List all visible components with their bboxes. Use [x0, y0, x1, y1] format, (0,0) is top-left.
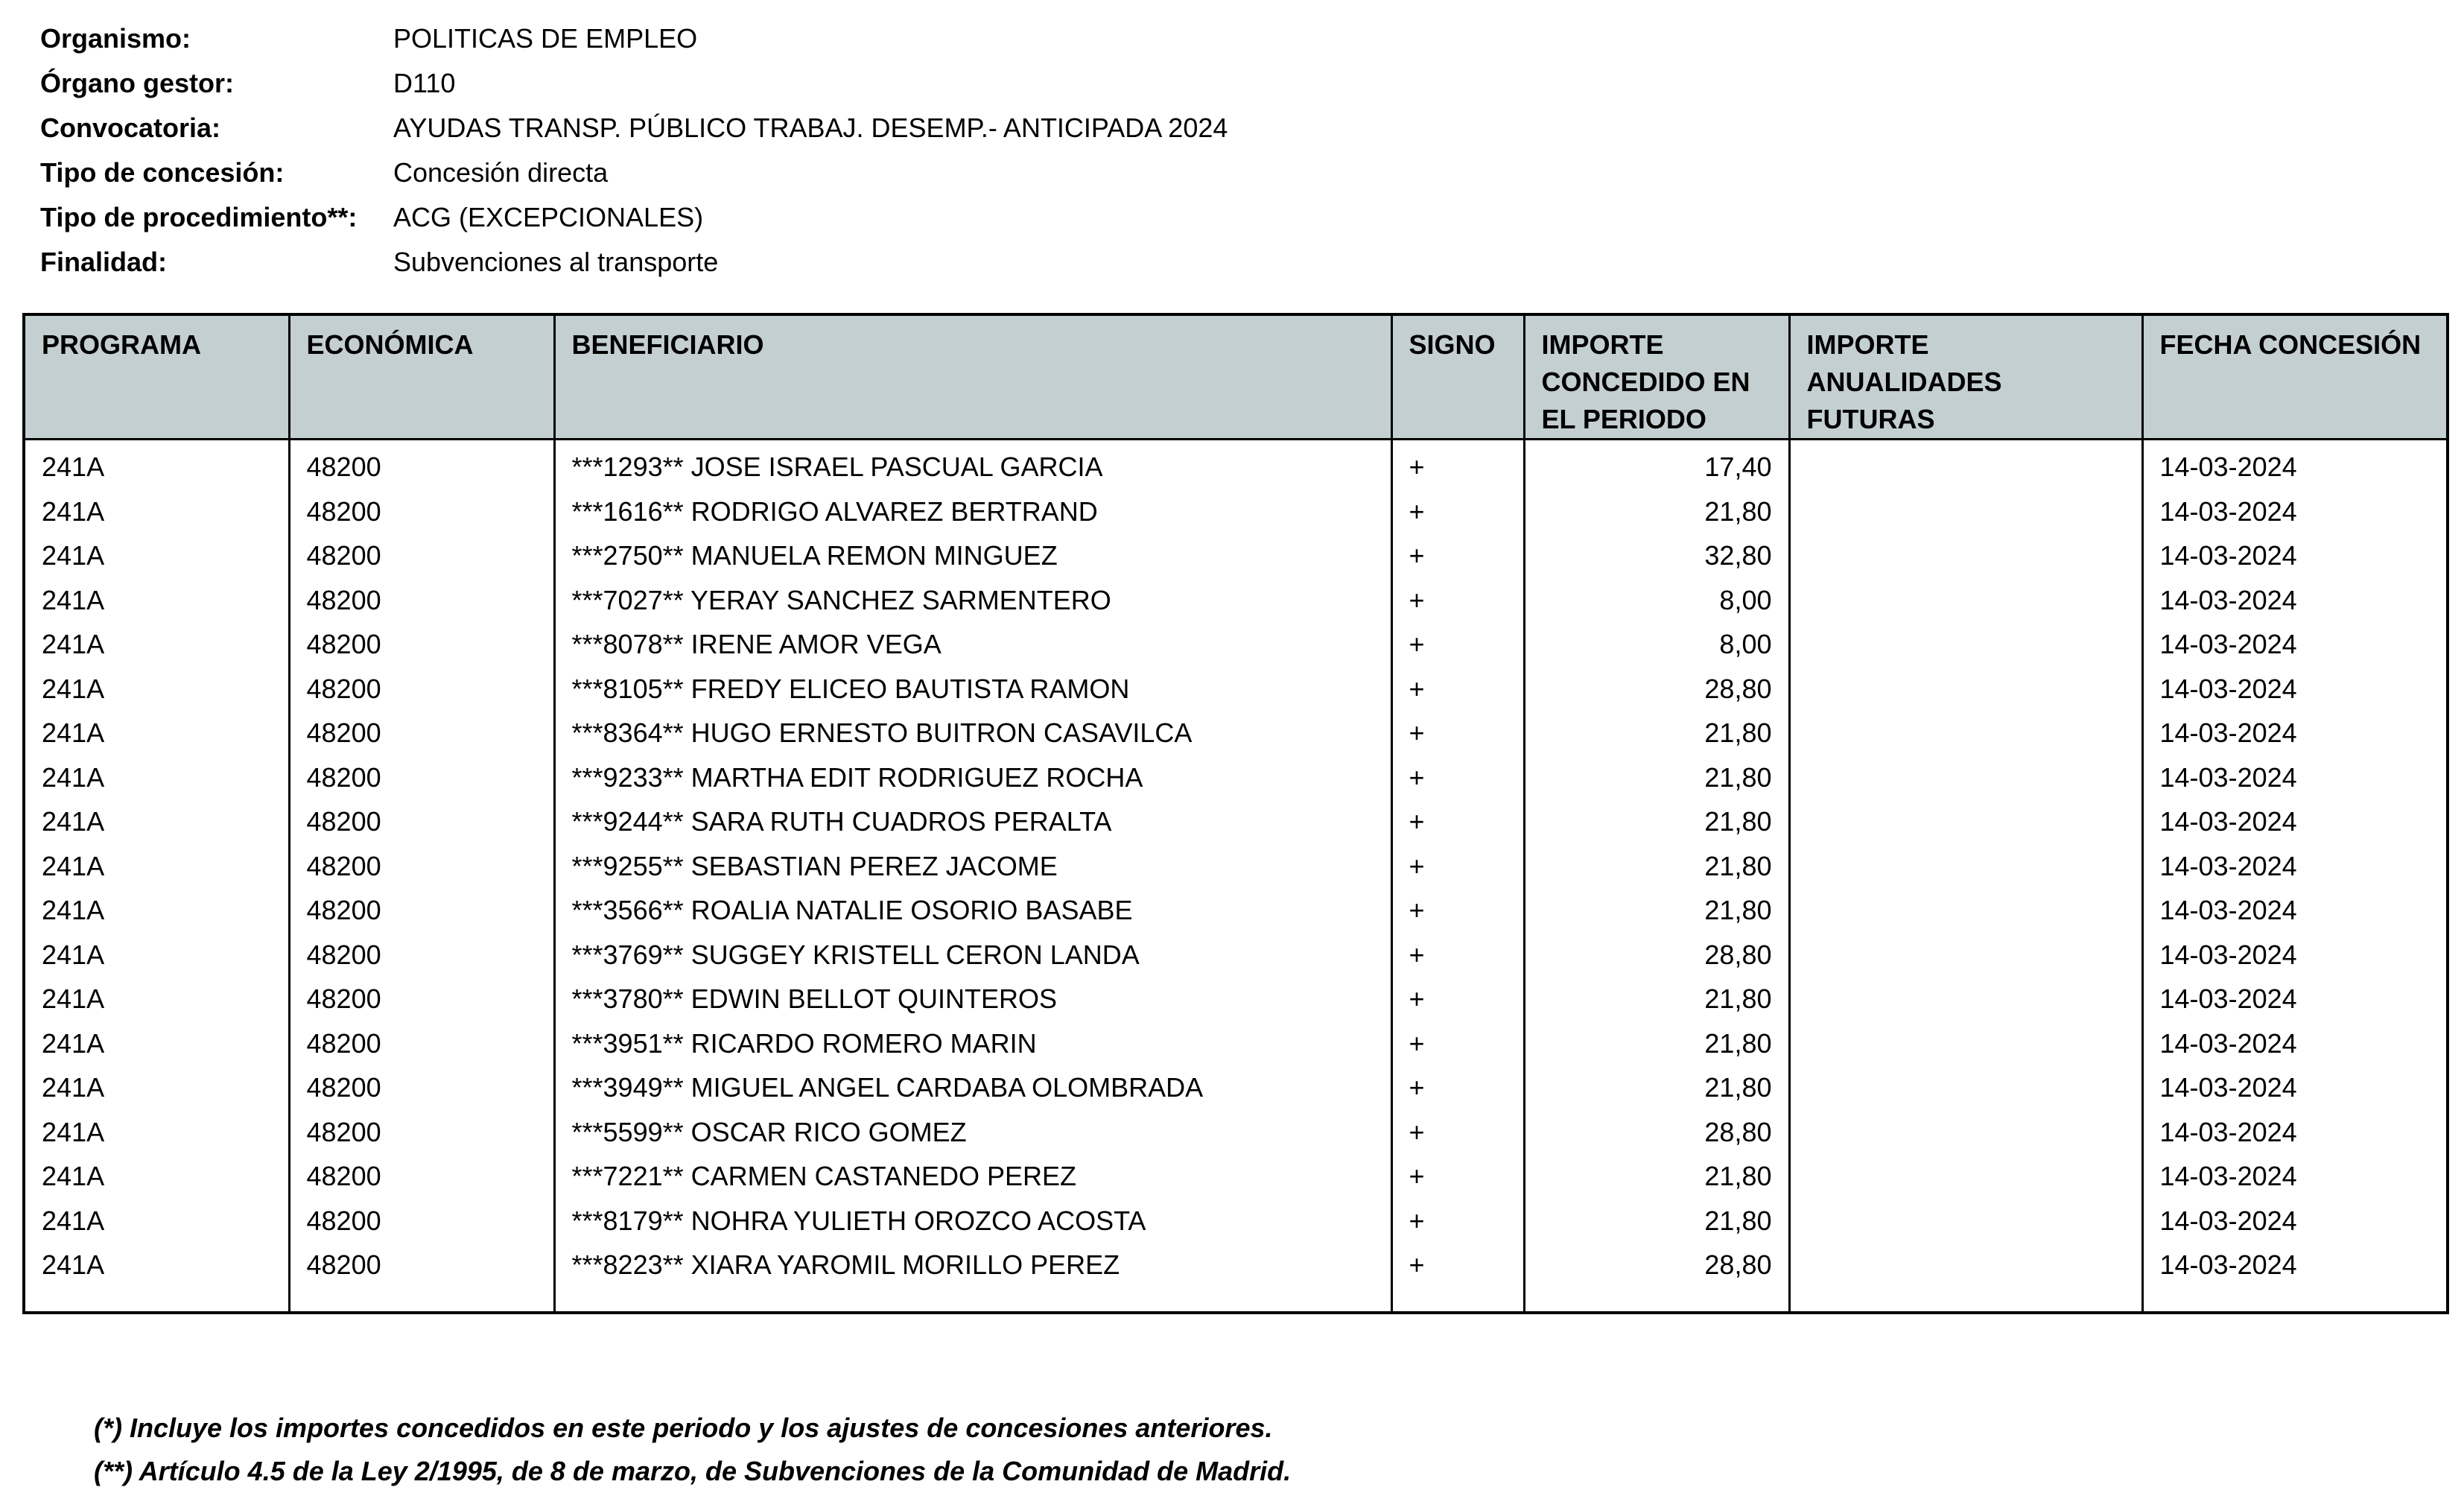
cell-economica: 48200	[289, 844, 554, 889]
cell-beneficiario: ***8223** XIARA YAROMIL MORILLO PEREZ	[554, 1243, 1391, 1287]
cell-importe: 28,80	[1524, 1110, 1789, 1155]
cell-economica: 48200	[289, 1199, 554, 1243]
cell-importe: 17,40	[1524, 440, 1789, 489]
footnote: (*) Incluye los importes concedidos en este periodo y los ajustes de concesiones anteriores.	[94, 1413, 1273, 1443]
meta-convocatoria	[40, 106, 1228, 150]
cell-economica: 48200	[289, 1154, 554, 1199]
cell-beneficiario: ***9255** SEBASTIAN PEREZ JACOME	[554, 844, 1391, 889]
cell-beneficiario: ***8078** IRENE AMOR VEGA	[554, 622, 1391, 667]
table-row	[24, 1243, 2448, 1287]
cell-programa: 241A	[24, 622, 289, 667]
cell-anualidades	[1789, 667, 2142, 711]
cell-signo: +	[1391, 1110, 1524, 1155]
cell-importe: 28,80	[1524, 933, 1789, 977]
cell-anualidades	[1789, 1065, 2142, 1110]
col-header-programa: PROGRAMA	[24, 314, 289, 440]
cell-fecha: 14-03-2024	[2142, 711, 2448, 755]
cell-beneficiario: ***7221** CARMEN CASTANEDO PEREZ	[554, 1154, 1391, 1199]
meta-value: Concesión directa	[393, 157, 609, 188]
cell-importe: 8,00	[1524, 578, 1789, 623]
table-row	[24, 1065, 2448, 1110]
cell-economica: 48200	[289, 711, 554, 755]
cell-anualidades	[1789, 1154, 2142, 1199]
meta-label: Tipo de concesión:	[40, 157, 285, 188]
cell-economica: 48200	[289, 933, 554, 977]
cell-fecha: 14-03-2024	[2142, 888, 2448, 933]
cell-fecha: 14-03-2024	[2142, 440, 2448, 489]
cell-beneficiario: ***9233** MARTHA EDIT RODRIGUEZ ROCHA	[554, 755, 1391, 800]
cell-programa: 241A	[24, 533, 289, 578]
col-header-signo: SIGNO	[1391, 314, 1524, 440]
cell-signo: +	[1391, 933, 1524, 977]
cell-fecha: 14-03-2024	[2142, 1110, 2448, 1155]
footnote: (**) Artículo 4.5 de la Ley 2/1995, de 8 de marzo, de Subvenciones de la Comunidad de Madrid.	[94, 1456, 1292, 1486]
cell-anualidades	[1789, 977, 2142, 1021]
cell-fecha: 14-03-2024	[2142, 533, 2448, 578]
cell-economica: 48200	[289, 1065, 554, 1110]
cell-anualidades	[1789, 1110, 2142, 1155]
empty-cell	[24, 1287, 289, 1313]
cell-beneficiario: ***9244** SARA RUTH CUADROS PERALTA	[554, 799, 1391, 844]
cell-fecha: 14-03-2024	[2142, 1021, 2448, 1066]
cell-anualidades	[1789, 489, 2142, 534]
cell-economica: 48200	[289, 622, 554, 667]
cell-programa: 241A	[24, 1243, 289, 1287]
meta-label: Finalidad:	[40, 247, 167, 277]
cell-signo: +	[1391, 977, 1524, 1021]
cell-economica: 48200	[289, 1243, 554, 1287]
cell-signo: +	[1391, 1154, 1524, 1199]
meta-value: Subvenciones al transporte	[393, 247, 719, 277]
table-row	[24, 622, 2448, 667]
footnotes	[94, 1407, 1291, 1493]
table-row	[24, 711, 2448, 755]
cell-importe: 28,80	[1524, 1243, 1789, 1287]
cell-importe: 21,80	[1524, 1065, 1789, 1110]
empty-cell	[1391, 1287, 1524, 1313]
cell-programa: 241A	[24, 1021, 289, 1066]
cell-beneficiario: ***8364** HUGO ERNESTO BUITRON CASAVILCA	[554, 711, 1391, 755]
cell-beneficiario: ***8105** FREDY ELICEO BAUTISTA RAMON	[554, 667, 1391, 711]
table-row	[24, 1110, 2448, 1155]
document-header	[40, 16, 1228, 285]
meta-value: D110	[393, 68, 456, 98]
empty-cell	[554, 1287, 1391, 1313]
cell-programa: 241A	[24, 755, 289, 800]
cell-programa: 241A	[24, 1154, 289, 1199]
cell-beneficiario: ***2750** MANUELA REMON MINGUEZ	[554, 533, 1391, 578]
table-row	[24, 1199, 2448, 1243]
cell-economica: 48200	[289, 1021, 554, 1066]
cell-signo: +	[1391, 622, 1524, 667]
cell-programa: 241A	[24, 888, 289, 933]
cell-anualidades	[1789, 844, 2142, 889]
cell-signo: +	[1391, 711, 1524, 755]
cell-signo: +	[1391, 533, 1524, 578]
meta-label: Tipo de procedimiento**:	[40, 202, 358, 232]
table-row	[24, 1021, 2448, 1066]
cell-programa: 241A	[24, 489, 289, 534]
cell-fecha: 14-03-2024	[2142, 977, 2448, 1021]
cell-beneficiario: ***3949** MIGUEL ANGEL CARDABA OLOMBRADA	[554, 1065, 1391, 1110]
cell-beneficiario: ***3769** SUGGEY KRISTELL CERON LANDA	[554, 933, 1391, 977]
cell-economica: 48200	[289, 578, 554, 623]
cell-importe: 21,80	[1524, 888, 1789, 933]
cell-signo: +	[1391, 799, 1524, 844]
cell-economica: 48200	[289, 489, 554, 534]
cell-anualidades	[1789, 622, 2142, 667]
col-header-fecha: FECHA CONCESIÓN	[2142, 314, 2448, 440]
cell-anualidades	[1789, 711, 2142, 755]
table-row	[24, 489, 2448, 534]
cell-economica: 48200	[289, 799, 554, 844]
cell-beneficiario: ***1616** RODRIGO ALVAREZ BERTRAND	[554, 489, 1391, 534]
empty-cell	[1524, 1287, 1789, 1313]
cell-programa: 241A	[24, 711, 289, 755]
table-row	[24, 888, 2448, 933]
table-row	[24, 440, 2448, 489]
cell-fecha: 14-03-2024	[2142, 1199, 2448, 1243]
col-header-economica: ECONÓMICA	[289, 314, 554, 440]
cell-signo: +	[1391, 1065, 1524, 1110]
cell-economica: 48200	[289, 755, 554, 800]
table-row	[24, 1154, 2448, 1199]
table-row	[24, 844, 2448, 889]
cell-importe: 21,80	[1524, 799, 1789, 844]
cell-fecha: 14-03-2024	[2142, 799, 2448, 844]
cell-anualidades	[1789, 755, 2142, 800]
cell-importe: 8,00	[1524, 622, 1789, 667]
cell-signo: +	[1391, 844, 1524, 889]
table-row	[24, 799, 2448, 844]
table-row	[24, 533, 2448, 578]
cell-importe: 21,80	[1524, 489, 1789, 534]
col-header-anualidades: IMPORTE ANUALIDADES FUTURAS	[1789, 314, 2142, 440]
cell-fecha: 14-03-2024	[2142, 622, 2448, 667]
cell-programa: 241A	[24, 1199, 289, 1243]
cell-beneficiario: ***5599** OSCAR RICO GOMEZ	[554, 1110, 1391, 1155]
cell-importe: 28,80	[1524, 667, 1789, 711]
empty-cell	[2142, 1287, 2448, 1313]
cell-programa: 241A	[24, 1110, 289, 1155]
table-row	[24, 578, 2448, 623]
meta-tipo-concesion	[40, 150, 1228, 195]
meta-organismo	[40, 16, 1228, 61]
cell-importe: 21,80	[1524, 844, 1789, 889]
cell-signo: +	[1391, 440, 1524, 489]
table-row	[24, 667, 2448, 711]
cell-signo: +	[1391, 578, 1524, 623]
cell-signo: +	[1391, 1243, 1524, 1287]
cell-importe: 21,80	[1524, 1199, 1789, 1243]
cell-programa: 241A	[24, 1065, 289, 1110]
cell-fecha: 14-03-2024	[2142, 933, 2448, 977]
cell-fecha: 14-03-2024	[2142, 844, 2448, 889]
cell-economica: 48200	[289, 888, 554, 933]
cell-anualidades	[1789, 578, 2142, 623]
cell-anualidades	[1789, 799, 2142, 844]
cell-signo: +	[1391, 489, 1524, 534]
cell-fecha: 14-03-2024	[2142, 755, 2448, 800]
col-header-beneficiario: BENEFICIARIO	[554, 314, 1391, 440]
cell-fecha: 14-03-2024	[2142, 489, 2448, 534]
cell-signo: +	[1391, 667, 1524, 711]
cell-signo: +	[1391, 1021, 1524, 1066]
cell-fecha: 14-03-2024	[2142, 1154, 2448, 1199]
empty-cell	[1789, 1287, 2142, 1313]
cell-economica: 48200	[289, 977, 554, 1021]
table-header-row	[24, 314, 2448, 440]
cell-programa: 241A	[24, 667, 289, 711]
cell-signo: +	[1391, 755, 1524, 800]
meta-label: Convocatoria:	[40, 112, 221, 143]
cell-anualidades	[1789, 1021, 2142, 1066]
cell-fecha: 14-03-2024	[2142, 1065, 2448, 1110]
meta-finalidad	[40, 240, 1228, 285]
cell-economica: 48200	[289, 440, 554, 489]
cell-importe: 21,80	[1524, 711, 1789, 755]
cell-anualidades	[1789, 1243, 2142, 1287]
cell-programa: 241A	[24, 440, 289, 489]
cell-anualidades	[1789, 933, 2142, 977]
cell-economica: 48200	[289, 533, 554, 578]
cell-programa: 241A	[24, 578, 289, 623]
meta-value: ACG (EXCEPCIONALES)	[393, 202, 704, 232]
cell-anualidades	[1789, 888, 2142, 933]
meta-tipo-procedimiento	[40, 195, 1228, 240]
table-filler-row	[24, 1287, 2448, 1313]
meta-label: Organismo:	[40, 23, 191, 54]
cell-economica: 48200	[289, 1110, 554, 1155]
table-row	[24, 755, 2448, 800]
cell-importe: 21,80	[1524, 1021, 1789, 1066]
cell-economica: 48200	[289, 667, 554, 711]
cell-beneficiario: ***8179** NOHRA YULIETH OROZCO ACOSTA	[554, 1199, 1391, 1243]
cell-programa: 241A	[24, 844, 289, 889]
table-row	[24, 933, 2448, 977]
col-header-importe: IMPORTE CONCEDIDO EN EL PERIODO	[1524, 314, 1789, 440]
cell-signo: +	[1391, 888, 1524, 933]
cell-importe: 21,80	[1524, 977, 1789, 1021]
meta-value: AYUDAS TRANSP. PÚBLICO TRABAJ. DESEMP.- ANTICIPADA 2024	[393, 112, 1228, 143]
grants-table	[22, 313, 2449, 1314]
cell-beneficiario: ***3780** EDWIN BELLOT QUINTEROS	[554, 977, 1391, 1021]
cell-importe: 21,80	[1524, 755, 1789, 800]
meta-value: POLITICAS DE EMPLEO	[393, 23, 698, 54]
empty-cell	[289, 1287, 554, 1313]
cell-programa: 241A	[24, 977, 289, 1021]
cell-programa: 241A	[24, 933, 289, 977]
cell-fecha: 14-03-2024	[2142, 578, 2448, 623]
cell-beneficiario: ***3566** ROALIA NATALIE OSORIO BASABE	[554, 888, 1391, 933]
cell-beneficiario: ***7027** YERAY SANCHEZ SARMENTERO	[554, 578, 1391, 623]
cell-signo: +	[1391, 1199, 1524, 1243]
cell-importe: 32,80	[1524, 533, 1789, 578]
cell-anualidades	[1789, 440, 2142, 489]
cell-fecha: 14-03-2024	[2142, 1243, 2448, 1287]
cell-fecha: 14-03-2024	[2142, 667, 2448, 711]
cell-programa: 241A	[24, 799, 289, 844]
cell-beneficiario: ***3951** RICARDO ROMERO MARIN	[554, 1021, 1391, 1066]
table-row	[24, 977, 2448, 1021]
cell-importe: 21,80	[1524, 1154, 1789, 1199]
meta-organo-gestor	[40, 61, 1228, 106]
cell-anualidades	[1789, 533, 2142, 578]
cell-beneficiario: ***1293** JOSE ISRAEL PASCUAL GARCIA	[554, 440, 1391, 489]
meta-label: Órgano gestor:	[40, 68, 235, 98]
cell-anualidades	[1789, 1199, 2142, 1243]
